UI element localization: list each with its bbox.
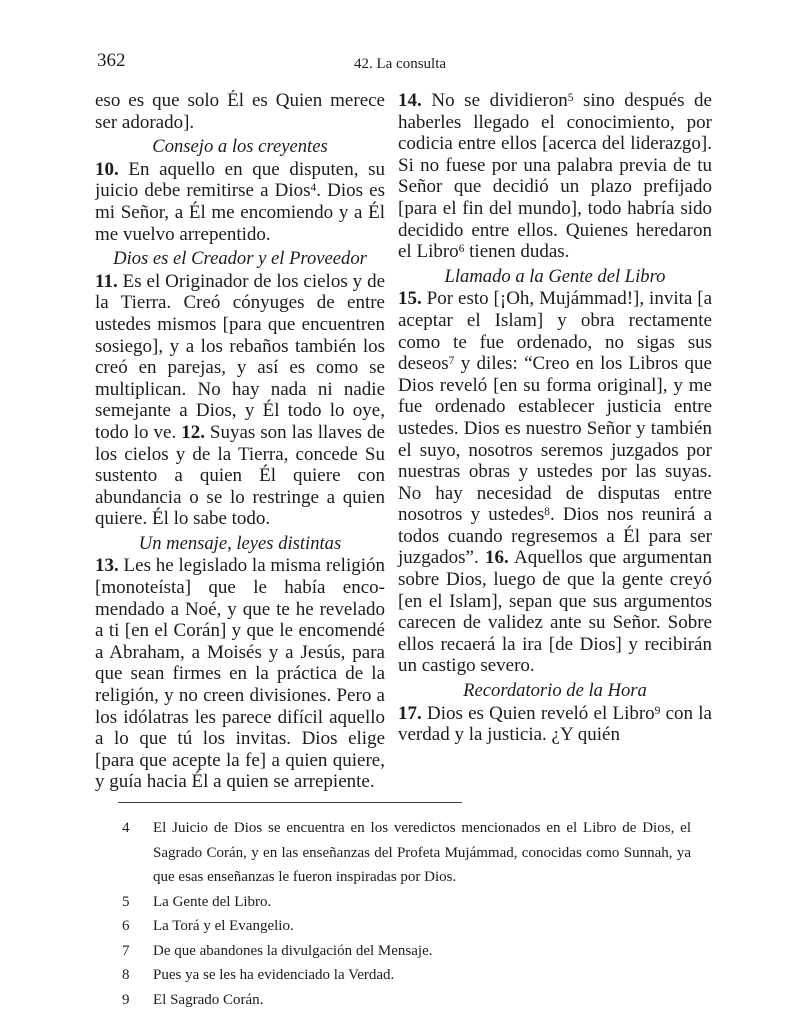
verse-text: Dios es Quien reveló el Libro [421,702,655,724]
paragraph [95,90,385,133]
footnote-ref: 5 [567,92,574,104]
footnote-text: La Torá y el Evangelio. [153,918,294,934]
footnote-item [97,890,701,915]
paragraph [95,271,385,530]
footnote-item [97,963,701,988]
footnote-ref: 7 [448,355,455,368]
footnote-separator [118,802,462,803]
verse-text: Es el Originador de los cielos y de la Tierra. Creó cónyuges de entre ustedes mismos [para que encuentren sosiego], y a los rebaños también los creó en parejas, y así es como se multiplican. No hay nada ni nadie semejante a Dios, y Él todo lo oye, todo lo ve. [95,270,385,443]
verse-text: con la verdad y la justicia. ¿Y quién [398,702,712,746]
footnote-item [97,939,701,964]
section-heading: Recordatorio de la Hora [463,680,647,702]
verse-number: 13. [95,555,119,577]
footnote-item [97,988,701,1013]
footnote-item [97,816,701,890]
verse-text: tienen dudas. [464,241,570,263]
verse-text: . Dios es mi Señor, a Él me encomiendo y a Él me vuelvo arrepentido. [95,180,385,245]
verse-number: 12. [181,421,205,443]
footnote-text: Pues ya se les ha evidenciado la Verdad. [153,967,395,983]
paragraph [398,288,712,677]
footnote-text: De que abandones la divulgación del Mensaje. [153,942,433,959]
section-heading: Llamado a la Gente del Libro [444,265,666,287]
footnote-number: 4 [122,820,130,836]
footnote-list [97,816,701,1012]
footnotes-section [97,802,701,1012]
page-number: 362 [97,50,126,71]
verse-text: No se dividieron [421,90,568,111]
verse-text: y diles: “Creo en los Libros que Dios reveló [en su forma original], y me fue ordenado establecer justicia entre ustedes. Dios es nuestro Señor y también el suyo, nosotros seremos juzgados por nuestras obras y ustedes por las suyas. No hay necesidad de disputas entre nosotros y ustedes [398,353,712,526]
verse-number: 10. [95,158,119,180]
verse-text: En aquello en que disputen, su juicio debe remitirse a Dios [95,158,385,202]
verse-text: eso es que solo Él es Quien merece ser adorado]. [95,90,385,133]
right-column [398,90,712,808]
footnote-number: 5 [122,893,130,910]
verse-text: sino después de haberles llegado el conocimiento, por codicia entre ellos [acerca del liderazgo]. Si no fuese por una palabra previa de tu Señor que decidió un plazo prefijado [para el fin del mundo], todo habría sido decidido entre ellos. Quienes heredaron el Libro [398,90,712,263]
footnote-ref: 9 [654,704,661,717]
verse-number: 11. [95,270,118,292]
left-column [95,90,385,808]
footnote-number: 8 [122,967,130,983]
verse-text: . Dios nos reunirá a todos cuando regresemos a Él para ser juzgados”. [398,504,712,569]
footnote-text: El Sagrado Corán. [153,991,264,1008]
footnote-item [97,914,701,939]
footnote-ref: 8 [544,506,550,519]
footnote-number: 7 [122,942,130,959]
section-heading: Un mensaje, leyes distintas [138,532,342,554]
verse-text: Por esto [¡Oh, Mujámmad!], invita [a aceptar el Islam] y obra rectamente como te fue ordenado, no sigas sus deseos [398,288,712,375]
footnote-number: 6 [122,918,130,934]
footnote-text: El Juicio de Dios se encuentra en los veredictos mencionados en el Libro de Dios, el Sagrado Corán, y en las enseñanzas del Profeta Mujámmad, conocidas como Sunnah, ya que esas enseñanzas le fueron inspiradas por Dios. [153,820,691,885]
paragraph [95,555,385,793]
verse-text: Les he legislado la misma religión [monoteísta] que le había encomendado a Noé, y que te he revelado a ti [en el Corán] y que le encomendé a Abraham, a Moisés y a Jesús, para que sean firmes en la práctica de la religión, y no creen divisiones. Pero a los idólatras les parece difícil aquello a lo que tú los invitas. Dios elige [para que acepte la fe] a quien quiere, y guía hacia Él a quien se arrepiente. [95,555,385,793]
verse-text: Suyas son las llaves de los cielos y de la Tierra, concede Su sustento a quien Él quiere con abundancia o se lo restringe a quien quiere. Él lo sabe todo. [95,421,385,530]
verse-text: Aquellos que argumentan sobre Dios, luego de que la gente creyó [en el Islam], sepan que sus argumentos carecen de validez ante su Señor. Sobre ellos recaerá la ira [de Dios] y recibirán un castigo severo. [398,547,712,677]
paragraph [95,159,385,245]
footnote-text: La Gente del Libro. [153,893,272,910]
section-heading: Consejo a los creyentes [152,136,328,158]
paragraph [398,90,712,263]
footnote-ref: 6 [458,243,465,256]
paragraph [398,703,712,746]
footnote-ref: 4 [310,182,317,195]
section-heading: Dios es el Creador y el Proveedor [113,248,367,270]
footnote-number: 9 [122,991,130,1008]
verse-number: 16. [485,547,509,569]
verse-number: 14. [398,90,422,111]
verse-number: 15. [398,288,422,310]
page-header [0,51,800,77]
verse-number: 17. [398,702,422,724]
running-title: 42. La consulta [353,56,447,72]
two-column-text [95,90,712,808]
